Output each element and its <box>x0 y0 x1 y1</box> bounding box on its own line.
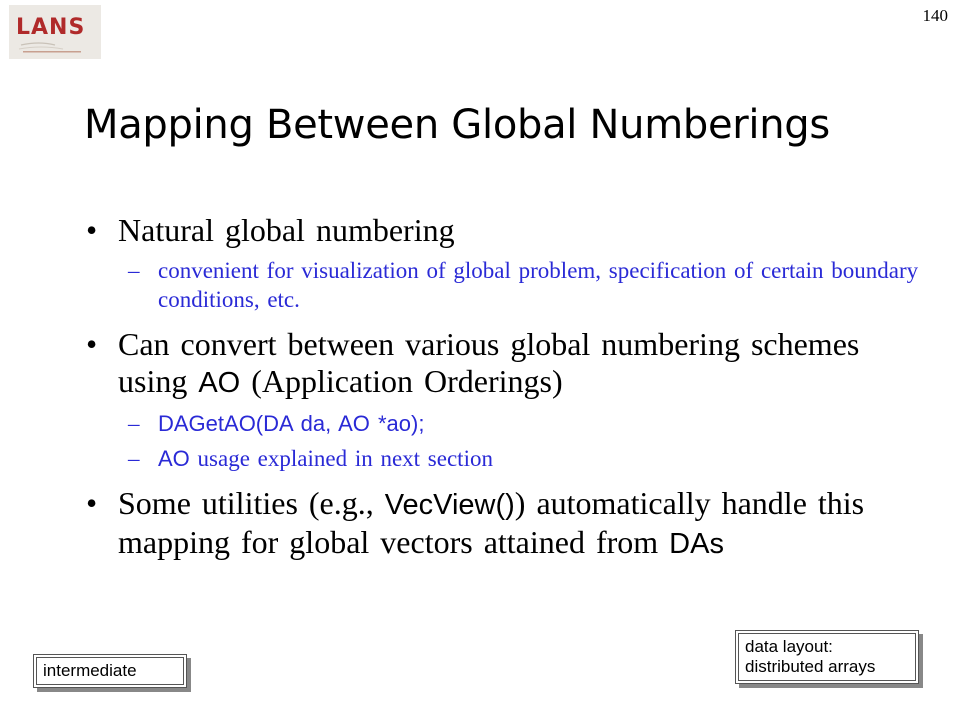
sub-bullet-convenient <box>84 256 920 314</box>
bullet-text-after: (Application Orderings) <box>240 363 563 399</box>
sub-bullet-text: convenient for visualization of global problem, specification of certain boundary conditions, etc. <box>158 258 919 312</box>
bullet-natural-numbering <box>84 212 920 249</box>
code-dagetao: DAGetAO(DA da, AO *ao); <box>158 411 425 436</box>
topic-tag-label <box>738 633 916 681</box>
page-number: 140 <box>922 6 948 25</box>
sub-bullet-ao-usage <box>84 444 920 473</box>
code-vecview: VecView() <box>384 489 515 521</box>
sub-bullet-text: usage explained in next section <box>189 446 493 471</box>
topic-tag-line1: data layout: <box>745 637 833 656</box>
bullet-text-before: Can convert between various global numbering schemes using <box>118 326 860 399</box>
slide-body <box>84 212 920 563</box>
bullet-convert-schemes <box>84 326 920 402</box>
topic-tag-line2: distributed arrays <box>745 657 876 676</box>
bullet-text-before: Some utilities (e.g., <box>118 485 385 521</box>
bullet-utilities <box>84 485 920 563</box>
bullet-text: Natural global numbering <box>118 212 455 248</box>
slide-title: Mapping Between Global Numberings <box>84 102 830 148</box>
code-ao: AO <box>198 367 241 399</box>
bullet-text-after: ) automatically handle this mapping for global vectors attained from <box>118 485 865 560</box>
level-tag-label: intermediate <box>36 657 184 685</box>
code-ao-small: AO <box>158 446 190 471</box>
code-das: DAs <box>669 528 724 560</box>
lans-logo <box>9 5 101 59</box>
logo-wordmark: LANS <box>16 15 86 40</box>
level-tag <box>33 654 187 688</box>
sub-bullet-dagetao <box>84 409 920 438</box>
topic-tag <box>735 630 919 684</box>
